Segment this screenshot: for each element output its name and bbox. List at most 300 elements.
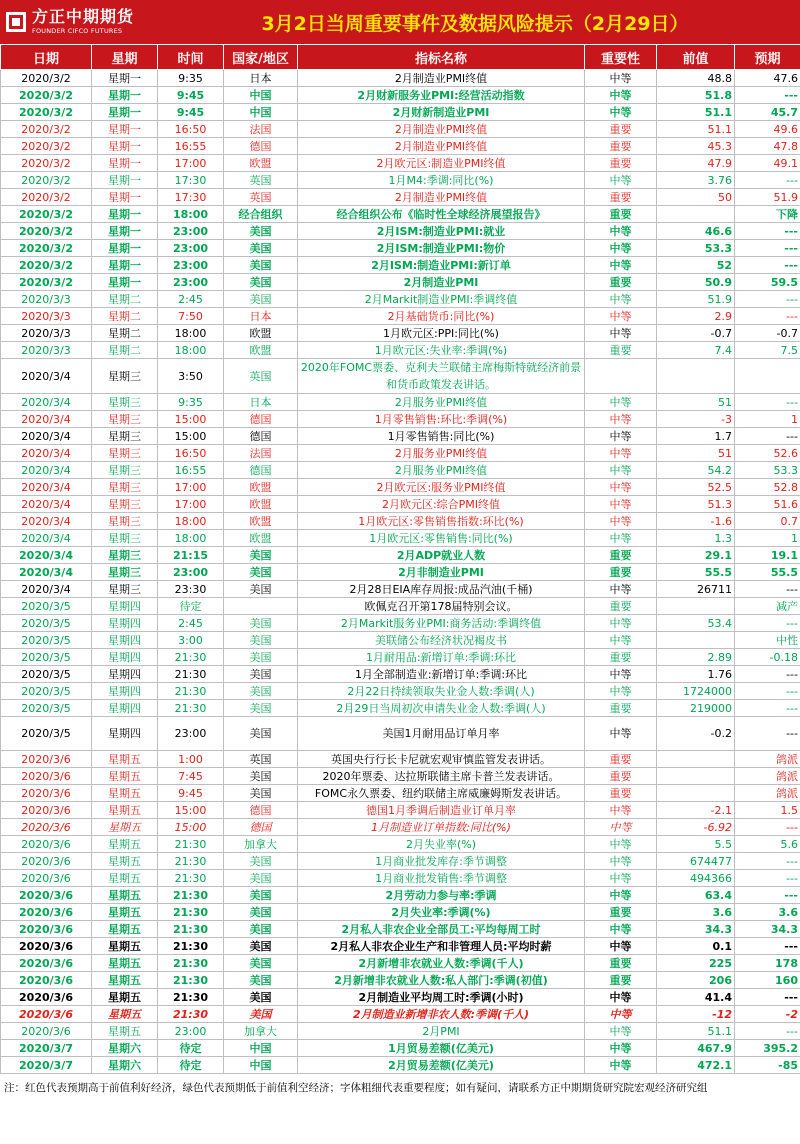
cell-time: 21:30 [158,989,224,1006]
cell-previous [657,206,735,223]
cell-date: 2020/3/6 [1,904,92,921]
cell-importance: 重要 [585,274,657,291]
cell-importance: 重要 [585,751,657,768]
cell-time: 18:00 [158,325,224,342]
cell-forecast: 52.8 [735,479,800,496]
cell-previous: 2.9 [657,308,735,325]
cell-date: 2020/3/6 [1,751,92,768]
cell-region: 欧盟 [224,496,298,513]
cell-indicator: 2020年FOMC票委、克利夫兰联储主席梅斯特就经济前景和货币政策发表讲话。 [298,359,585,394]
table-row [1,325,800,342]
cell-importance: 中等 [585,802,657,819]
cell-forecast: --- [735,938,800,955]
cell-date: 2020/3/6 [1,870,92,887]
cell-forecast: 鸽派 [735,768,800,785]
cell-weekday: 星期三 [92,394,158,411]
cell-time: 17:30 [158,172,224,189]
cell-indicator: 2月私人非农企业生产和非管理人员:平均时薪 [298,938,585,955]
cell-date: 2020/3/5 [1,700,92,717]
cell-weekday: 星期五 [92,1006,158,1023]
cell-time: 21:30 [158,1006,224,1023]
cell-date: 2020/3/4 [1,513,92,530]
cell-importance: 中等 [585,428,657,445]
cell-time: 21:30 [158,700,224,717]
cell-region: 欧盟 [224,325,298,342]
cell-indicator: 1月欧元区:零售销售:同比(%) [298,530,585,547]
cell-forecast: --- [735,683,800,700]
cell-weekday: 星期四 [92,615,158,632]
cell-region: 英国 [224,189,298,206]
cell-previous: 7.4 [657,342,735,359]
cell-indicator: 2月PMI [298,1023,585,1040]
table-row [1,649,800,666]
cell-importance: 中等 [585,853,657,870]
cell-weekday: 星期五 [92,785,158,802]
cell-previous [657,598,735,615]
table-row [1,462,800,479]
cell-importance: 中等 [585,870,657,887]
cell-indicator: 2月服务业PMI终值 [298,462,585,479]
cell-weekday: 星期五 [92,921,158,938]
cell-time: 17:00 [158,479,224,496]
cell-indicator: 2月制造业PMI终值 [298,121,585,138]
cell-previous: 55.5 [657,564,735,581]
cell-time: 17:30 [158,189,224,206]
cell-indicator: 2月新增非农就业人数:季调(千人) [298,955,585,972]
cell-previous: 26711 [657,581,735,598]
cell-time: 9:45 [158,87,224,104]
cell-region: 欧盟 [224,342,298,359]
cell-indicator: 1月商业批发库存:季节调整 [298,853,585,870]
cell-previous: 5.5 [657,836,735,853]
cell-weekday: 星期一 [92,155,158,172]
cell-importance: 重要 [585,649,657,666]
cell-forecast [735,359,800,394]
cell-region: 美国 [224,666,298,683]
cell-forecast: -0.18 [735,649,800,666]
cell-previous: 1724000 [657,683,735,700]
cell-date: 2020/3/6 [1,887,92,904]
cell-weekday: 星期一 [92,274,158,291]
cell-time: 21:30 [158,649,224,666]
cell-region: 美国 [224,870,298,887]
cell-previous [657,768,735,785]
cell-date: 2020/3/5 [1,598,92,615]
cell-time: 23:00 [158,717,224,751]
cell-weekday: 星期一 [92,70,158,87]
cell-weekday: 星期一 [92,121,158,138]
cell-indicator: 2月欧元区:制造业PMI终值 [298,155,585,172]
cell-date: 2020/3/4 [1,394,92,411]
table-row [1,853,800,870]
cell-region: 欧盟 [224,479,298,496]
cell-forecast: 52.6 [735,445,800,462]
cell-importance: 中等 [585,462,657,479]
cell-time: 2:45 [158,291,224,308]
event-table [0,44,800,1074]
cell-forecast: 45.7 [735,104,800,121]
cell-forecast: --- [735,172,800,189]
cell-forecast: --- [735,989,800,1006]
table-row [1,751,800,768]
cell-weekday: 星期一 [92,172,158,189]
cell-region: 美国 [224,887,298,904]
cell-date: 2020/3/4 [1,428,92,445]
cell-date: 2020/3/6 [1,785,92,802]
cell-forecast: 3.6 [735,904,800,921]
cell-region: 美国 [224,581,298,598]
cell-region: 法国 [224,121,298,138]
cell-forecast: -2 [735,1006,800,1023]
cell-weekday: 星期五 [92,989,158,1006]
cell-time: 23:00 [158,564,224,581]
cell-weekday: 星期二 [92,325,158,342]
cell-previous: 3.6 [657,904,735,921]
table-row [1,206,800,223]
cell-time: 15:00 [158,819,224,836]
cell-indicator: 2月私人非农企业全部员工:平均每周工时 [298,921,585,938]
cell-previous: 1.7 [657,428,735,445]
cell-region: 美国 [224,564,298,581]
cell-importance: 中等 [585,887,657,904]
cell-importance: 中等 [585,411,657,428]
cell-time: 21:30 [158,921,224,938]
table-row [1,240,800,257]
cell-region: 美国 [224,223,298,240]
cell-importance: 重要 [585,768,657,785]
cell-region: 美国 [224,853,298,870]
table-row [1,904,800,921]
cell-previous: 41.4 [657,989,735,1006]
cell-importance: 重要 [585,972,657,989]
cell-indicator: 英国央行行长卡尼就宏观审慎监管发表讲话。 [298,751,585,768]
cell-importance: 重要 [585,700,657,717]
cell-forecast: -85 [735,1057,800,1074]
cell-time: 21:30 [158,836,224,853]
cell-date: 2020/3/6 [1,921,92,938]
cell-previous: 674477 [657,853,735,870]
cell-region: 美国 [224,768,298,785]
cell-time: 16:50 [158,445,224,462]
column-header-time: 时间 [158,45,224,70]
cell-date: 2020/3/6 [1,1023,92,1040]
cell-forecast: --- [735,428,800,445]
cell-weekday: 星期一 [92,87,158,104]
cell-region: 美国 [224,717,298,751]
table-row [1,972,800,989]
cell-indicator: 2月ADP就业人数 [298,547,585,564]
cell-importance: 中等 [585,530,657,547]
cell-forecast: 中性 [735,632,800,649]
table-row [1,819,800,836]
cell-forecast: 鸽派 [735,751,800,768]
cell-region: 美国 [224,1006,298,1023]
cell-indicator: 2月贸易差额(亿美元) [298,1057,585,1074]
cell-date: 2020/3/5 [1,683,92,700]
cell-previous: 29.1 [657,547,735,564]
cell-region: 德国 [224,819,298,836]
cell-importance: 重要 [585,955,657,972]
cell-region: 中国 [224,1057,298,1074]
cell-region: 德国 [224,462,298,479]
table-row [1,547,800,564]
cell-importance: 中等 [585,308,657,325]
cell-weekday: 星期四 [92,666,158,683]
table-row [1,70,800,87]
cell-date: 2020/3/6 [1,1006,92,1023]
cell-time: 17:00 [158,155,224,172]
cell-region: 德国 [224,138,298,155]
table-row [1,104,800,121]
cell-time: 21:30 [158,887,224,904]
cell-indicator: 1月欧元区:零售销售指数:环比(%) [298,513,585,530]
cell-date: 2020/3/6 [1,989,92,1006]
cell-date: 2020/3/4 [1,462,92,479]
cell-weekday: 星期一 [92,104,158,121]
cell-indicator: 2月ISM:制造业PMI:新订单 [298,257,585,274]
cell-forecast: --- [735,223,800,240]
cell-region: 欧盟 [224,513,298,530]
cell-forecast: --- [735,870,800,887]
cell-importance: 重要 [585,342,657,359]
table-row [1,445,800,462]
cell-weekday: 星期五 [92,836,158,853]
cell-time: 待定 [158,1040,224,1057]
cell-indicator: 美国1月耐用品订单月率 [298,717,585,751]
cell-indicator: 1月贸易差额(亿美元) [298,1040,585,1057]
table-row [1,717,800,751]
cell-indicator: 2月制造业PMI终值 [298,189,585,206]
cell-previous: 472.1 [657,1057,735,1074]
cell-region: 日本 [224,70,298,87]
cell-weekday: 星期三 [92,479,158,496]
cell-indicator: 2月制造业PMI终值 [298,70,585,87]
cell-time: 15:00 [158,802,224,819]
table-row [1,870,800,887]
cell-date: 2020/3/6 [1,853,92,870]
cell-previous: 46.6 [657,223,735,240]
table-row [1,598,800,615]
cell-importance: 中等 [585,632,657,649]
table-row [1,615,800,632]
table-row [1,683,800,700]
cell-time: 23:00 [158,257,224,274]
table-row [1,955,800,972]
cell-forecast: --- [735,257,800,274]
cell-region: 美国 [224,240,298,257]
cell-indicator: 2月ISM:制造业PMI:就业 [298,223,585,240]
table-row [1,1006,800,1023]
cell-region: 德国 [224,428,298,445]
cell-indicator: 2月28日EIA库存周报:成品汽油(千桶) [298,581,585,598]
cell-forecast: 395.2 [735,1040,800,1057]
cell-time: 23:00 [158,274,224,291]
logo-icon [6,12,26,32]
table-row [1,172,800,189]
cell-weekday: 星期三 [92,445,158,462]
table-row [1,479,800,496]
cell-time: 2:45 [158,615,224,632]
table-row [1,257,800,274]
table-row [1,411,800,428]
cell-previous: 51 [657,445,735,462]
cell-forecast: 47.8 [735,138,800,155]
cell-forecast: --- [735,394,800,411]
cell-weekday: 星期四 [92,683,158,700]
cell-importance: 中等 [585,1057,657,1074]
cell-indicator: 2月制造业平均周工时:季调(小时) [298,989,585,1006]
cell-time: 16:55 [158,462,224,479]
table-row [1,223,800,240]
cell-date: 2020/3/4 [1,581,92,598]
cell-forecast: --- [735,819,800,836]
cell-previous: 54.2 [657,462,735,479]
table-row [1,1023,800,1040]
cell-weekday: 星期三 [92,496,158,513]
cell-importance: 中等 [585,717,657,751]
cell-indicator: 欧佩克召开第178届特别会议。 [298,598,585,615]
cell-time: 21:30 [158,972,224,989]
cell-date: 2020/3/2 [1,257,92,274]
cell-weekday: 星期五 [92,972,158,989]
cell-forecast: 51.6 [735,496,800,513]
table-row [1,581,800,598]
cell-indicator: 1月欧元区:失业率:季调(%) [298,342,585,359]
table-row [1,308,800,325]
cell-weekday: 星期五 [92,751,158,768]
cell-importance: 重要 [585,206,657,223]
cell-region: 美国 [224,683,298,700]
cell-weekday: 星期五 [92,904,158,921]
cell-previous [657,751,735,768]
cell-forecast: 59.5 [735,274,800,291]
cell-forecast: -0.7 [735,325,800,342]
cell-previous: -0.7 [657,325,735,342]
cell-weekday: 星期三 [92,581,158,598]
cell-date: 2020/3/6 [1,768,92,785]
table-row [1,802,800,819]
cell-date: 2020/3/5 [1,615,92,632]
cell-indicator: FOMC永久票委、纽约联储主席威廉姆斯发表讲话。 [298,785,585,802]
cell-weekday: 星期五 [92,819,158,836]
cell-forecast: 鸽派 [735,785,800,802]
footnote: 注：红色代表预期高于前值利好经济，绿色代表预期低于前值利空经济；字体粗细代表重要程度；如有疑问，请联系方正中期期货研究院宏观经济研究组 [4,1082,708,1094]
cell-region: 中国 [224,87,298,104]
cell-region: 英国 [224,359,298,394]
cell-time: 9:35 [158,394,224,411]
cell-forecast: 55.5 [735,564,800,581]
cell-time: 7:50 [158,308,224,325]
cell-indicator: 1月耐用品:新增订单:季调:环比 [298,649,585,666]
cell-date: 2020/3/6 [1,802,92,819]
cell-forecast: 减产 [735,598,800,615]
cell-previous: 51.1 [657,1023,735,1040]
cell-time: 21:30 [158,853,224,870]
cell-previous: -6.92 [657,819,735,836]
cell-time: 21:30 [158,955,224,972]
cell-previous: -0.2 [657,717,735,751]
cell-importance: 重要 [585,904,657,921]
cell-region: 美国 [224,938,298,955]
table-row [1,274,800,291]
table-row [1,513,800,530]
cell-date: 2020/3/5 [1,717,92,751]
cell-importance: 中等 [585,104,657,121]
cell-date: 2020/3/7 [1,1057,92,1074]
cell-date: 2020/3/2 [1,206,92,223]
cell-forecast: 7.5 [735,342,800,359]
cell-weekday: 星期一 [92,206,158,223]
cell-indicator: 2月ISM:制造业PMI:物价 [298,240,585,257]
cell-time: 21:30 [158,683,224,700]
cell-date: 2020/3/2 [1,138,92,155]
table-row [1,342,800,359]
cell-time: 9:45 [158,785,224,802]
cell-previous: 52 [657,257,735,274]
cell-date: 2020/3/6 [1,819,92,836]
cell-indicator: 1月零售销售:同比(%) [298,428,585,445]
cell-previous: 50 [657,189,735,206]
cell-importance: 中等 [585,921,657,938]
cell-previous: 47.9 [657,155,735,172]
cell-weekday: 星期四 [92,598,158,615]
cell-previous: 219000 [657,700,735,717]
cell-indicator: 2月失业率:季调(%) [298,904,585,921]
cell-time: 15:00 [158,428,224,445]
table-row [1,564,800,581]
cell-weekday: 星期四 [92,649,158,666]
cell-date: 2020/3/5 [1,649,92,666]
cell-date: 2020/3/4 [1,564,92,581]
cell-importance: 中等 [585,70,657,87]
cell-region: 美国 [224,257,298,274]
cell-importance: 重要 [585,564,657,581]
cell-importance: 中等 [585,513,657,530]
cell-date: 2020/3/2 [1,104,92,121]
cell-previous: 48.8 [657,70,735,87]
cell-previous: 45.3 [657,138,735,155]
cell-indicator: 2月劳动力参与率:季调 [298,887,585,904]
cell-date: 2020/3/6 [1,836,92,853]
cell-weekday: 星期二 [92,291,158,308]
cell-time: 1:00 [158,751,224,768]
cell-date: 2020/3/2 [1,172,92,189]
cell-weekday: 星期五 [92,870,158,887]
cell-time: 待定 [158,598,224,615]
header-bar [0,0,800,44]
cell-importance: 重要 [585,155,657,172]
cell-forecast: --- [735,291,800,308]
cell-time: 18:00 [158,342,224,359]
cell-weekday: 星期四 [92,700,158,717]
cell-region: 美国 [224,989,298,1006]
cell-indicator: 2月制造业新增非农人数:季调(千人) [298,1006,585,1023]
cell-weekday: 星期五 [92,938,158,955]
cell-forecast: 1 [735,530,800,547]
table-row [1,1040,800,1057]
cell-date: 2020/3/4 [1,445,92,462]
cell-indicator: 德国1月季调后制造业订单月率 [298,802,585,819]
cell-indicator: 2月服务业PMI终值 [298,445,585,462]
column-header-previous: 前值 [657,45,735,70]
cell-forecast: 49.1 [735,155,800,172]
cell-region: 美国 [224,955,298,972]
cell-region: 欧盟 [224,155,298,172]
cell-date: 2020/3/3 [1,291,92,308]
cell-previous: 63.4 [657,887,735,904]
cell-indicator: 2月财新制造业PMI [298,104,585,121]
table-row [1,496,800,513]
